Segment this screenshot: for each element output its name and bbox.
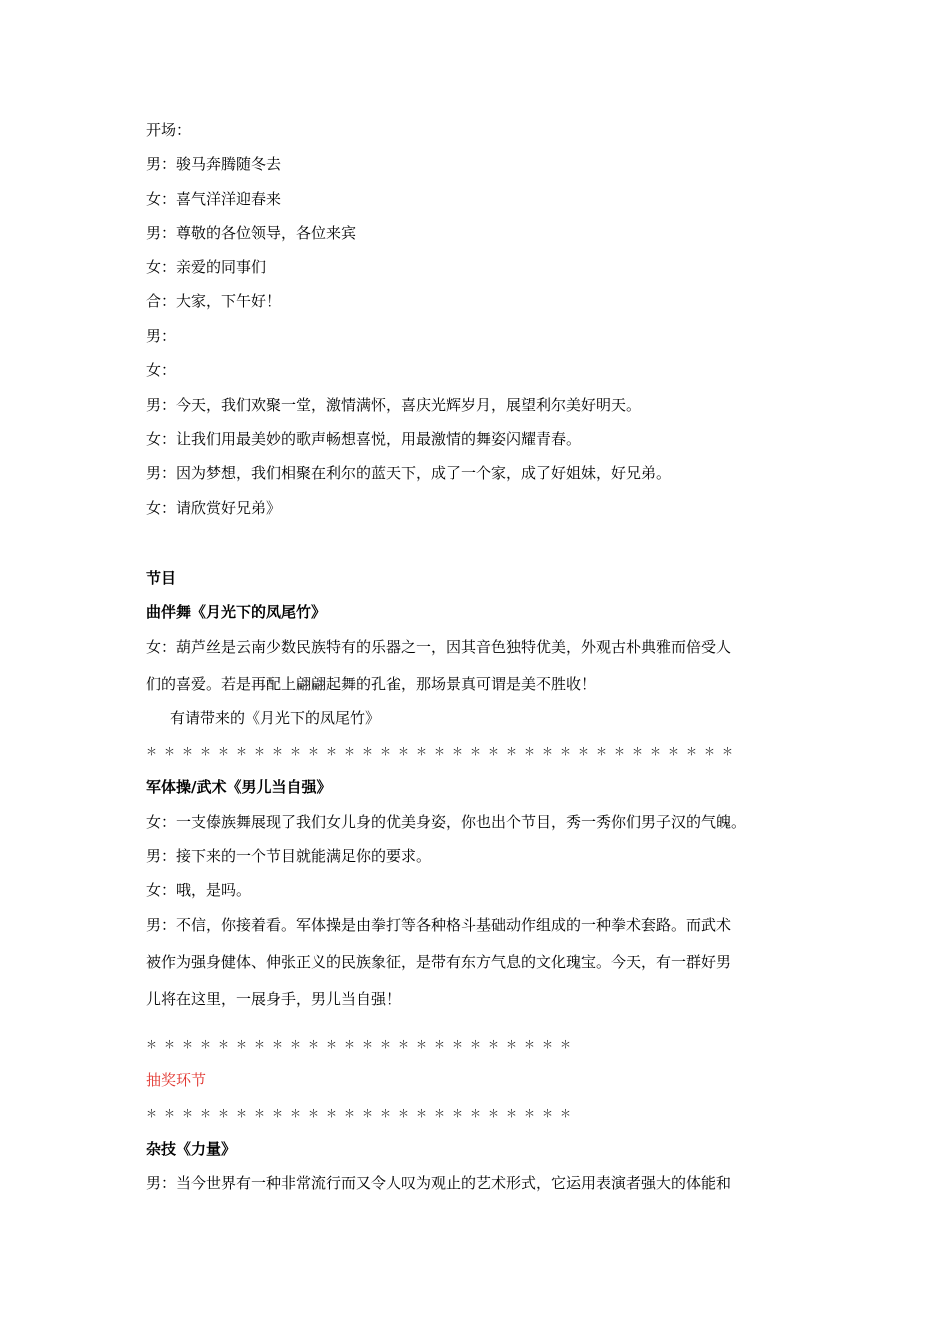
script-line: 女：一支傣族舞展现了我们女儿身的优美身姿，你也出个节目，秀一秀你们男子汉的气魄。 [146,813,747,831]
program-title: 曲伴舞《月光下的凤尾竹》 [146,603,327,621]
opening-heading: 开场： [146,121,192,139]
script-line: 儿将在这里，一展身手，男儿当自强！ [146,990,402,1008]
script-line: 女：哦，是吗。 [146,881,252,899]
script-line: 们的喜爱。若是再配上翩翩起舞的孔雀，那场景真可谓是美不胜收！ [146,675,597,693]
script-line: 女：让我们用最美妙的歌声畅想喜悦，用最激情的舞姿闪耀青春。 [146,430,582,448]
lottery-segment-label: 抽奖环节 [146,1071,207,1089]
program-title: 杂技《力量》 [146,1140,237,1158]
separator-stars: ＊＊＊＊＊＊＊＊＊＊＊＊＊＊＊＊＊＊＊＊＊＊＊＊ [146,1038,578,1051]
script-line: 女：亲爱的同事们 [146,258,267,276]
script-line: 男：接下来的一个节目就能满足你的要求。 [146,847,432,865]
script-line: 女：请欣赏好兄弟》 [146,499,282,517]
script-line: 男： [146,327,177,345]
section-heading: 节目 [146,569,177,587]
separator-stars: ＊＊＊＊＊＊＊＊＊＊＊＊＊＊＊＊＊＊＊＊＊＊＊＊ [146,1107,578,1120]
script-line: 女： [146,361,177,379]
program-title: 军体操/武术《男儿当自强》 [146,778,332,796]
script-line: 男：尊敬的各位领导，各位来宾 [146,224,357,242]
script-line: 男：因为梦想，我们相聚在利尔的蓝天下，成了一个家，成了好姐妹，好兄弟。 [146,464,672,482]
script-line: 男：今天，我们欢聚一堂，激情满怀，喜庆光辉岁月，展望利尔美好明天。 [146,396,642,414]
script-line: 男：当今世界有一种非常流行而又令人叹为观止的艺术形式，它运用表演者强大的体能和 [146,1174,732,1192]
script-line: 男：不信，你接着看。军体操是由拳打等各种格斗基础动作组成的一种拳术套路。而武术 [146,916,732,934]
script-line: 被作为强身健体、伸张正义的民族象征，是带有东方气息的文化瑰宝。今天，有一群好男 [146,953,732,971]
script-line: 有请带来的《月光下的凤尾竹》 [170,709,381,727]
script-line: 男：骏马奔腾随冬去 [146,155,282,173]
script-line: 女：喜气洋洋迎春来 [146,190,282,208]
script-line: 合：大家，下午好！ [146,292,282,310]
script-line: 女：葫芦丝是云南少数民族特有的乐器之一，因其音色独特优美，外观古朴典雅而倍受人 [146,638,732,656]
separator-stars: ＊＊＊＊＊＊＊＊＊＊＊＊＊＊＊＊＊＊＊＊＊＊＊＊＊＊＊＊＊＊＊＊＊ [146,745,740,758]
